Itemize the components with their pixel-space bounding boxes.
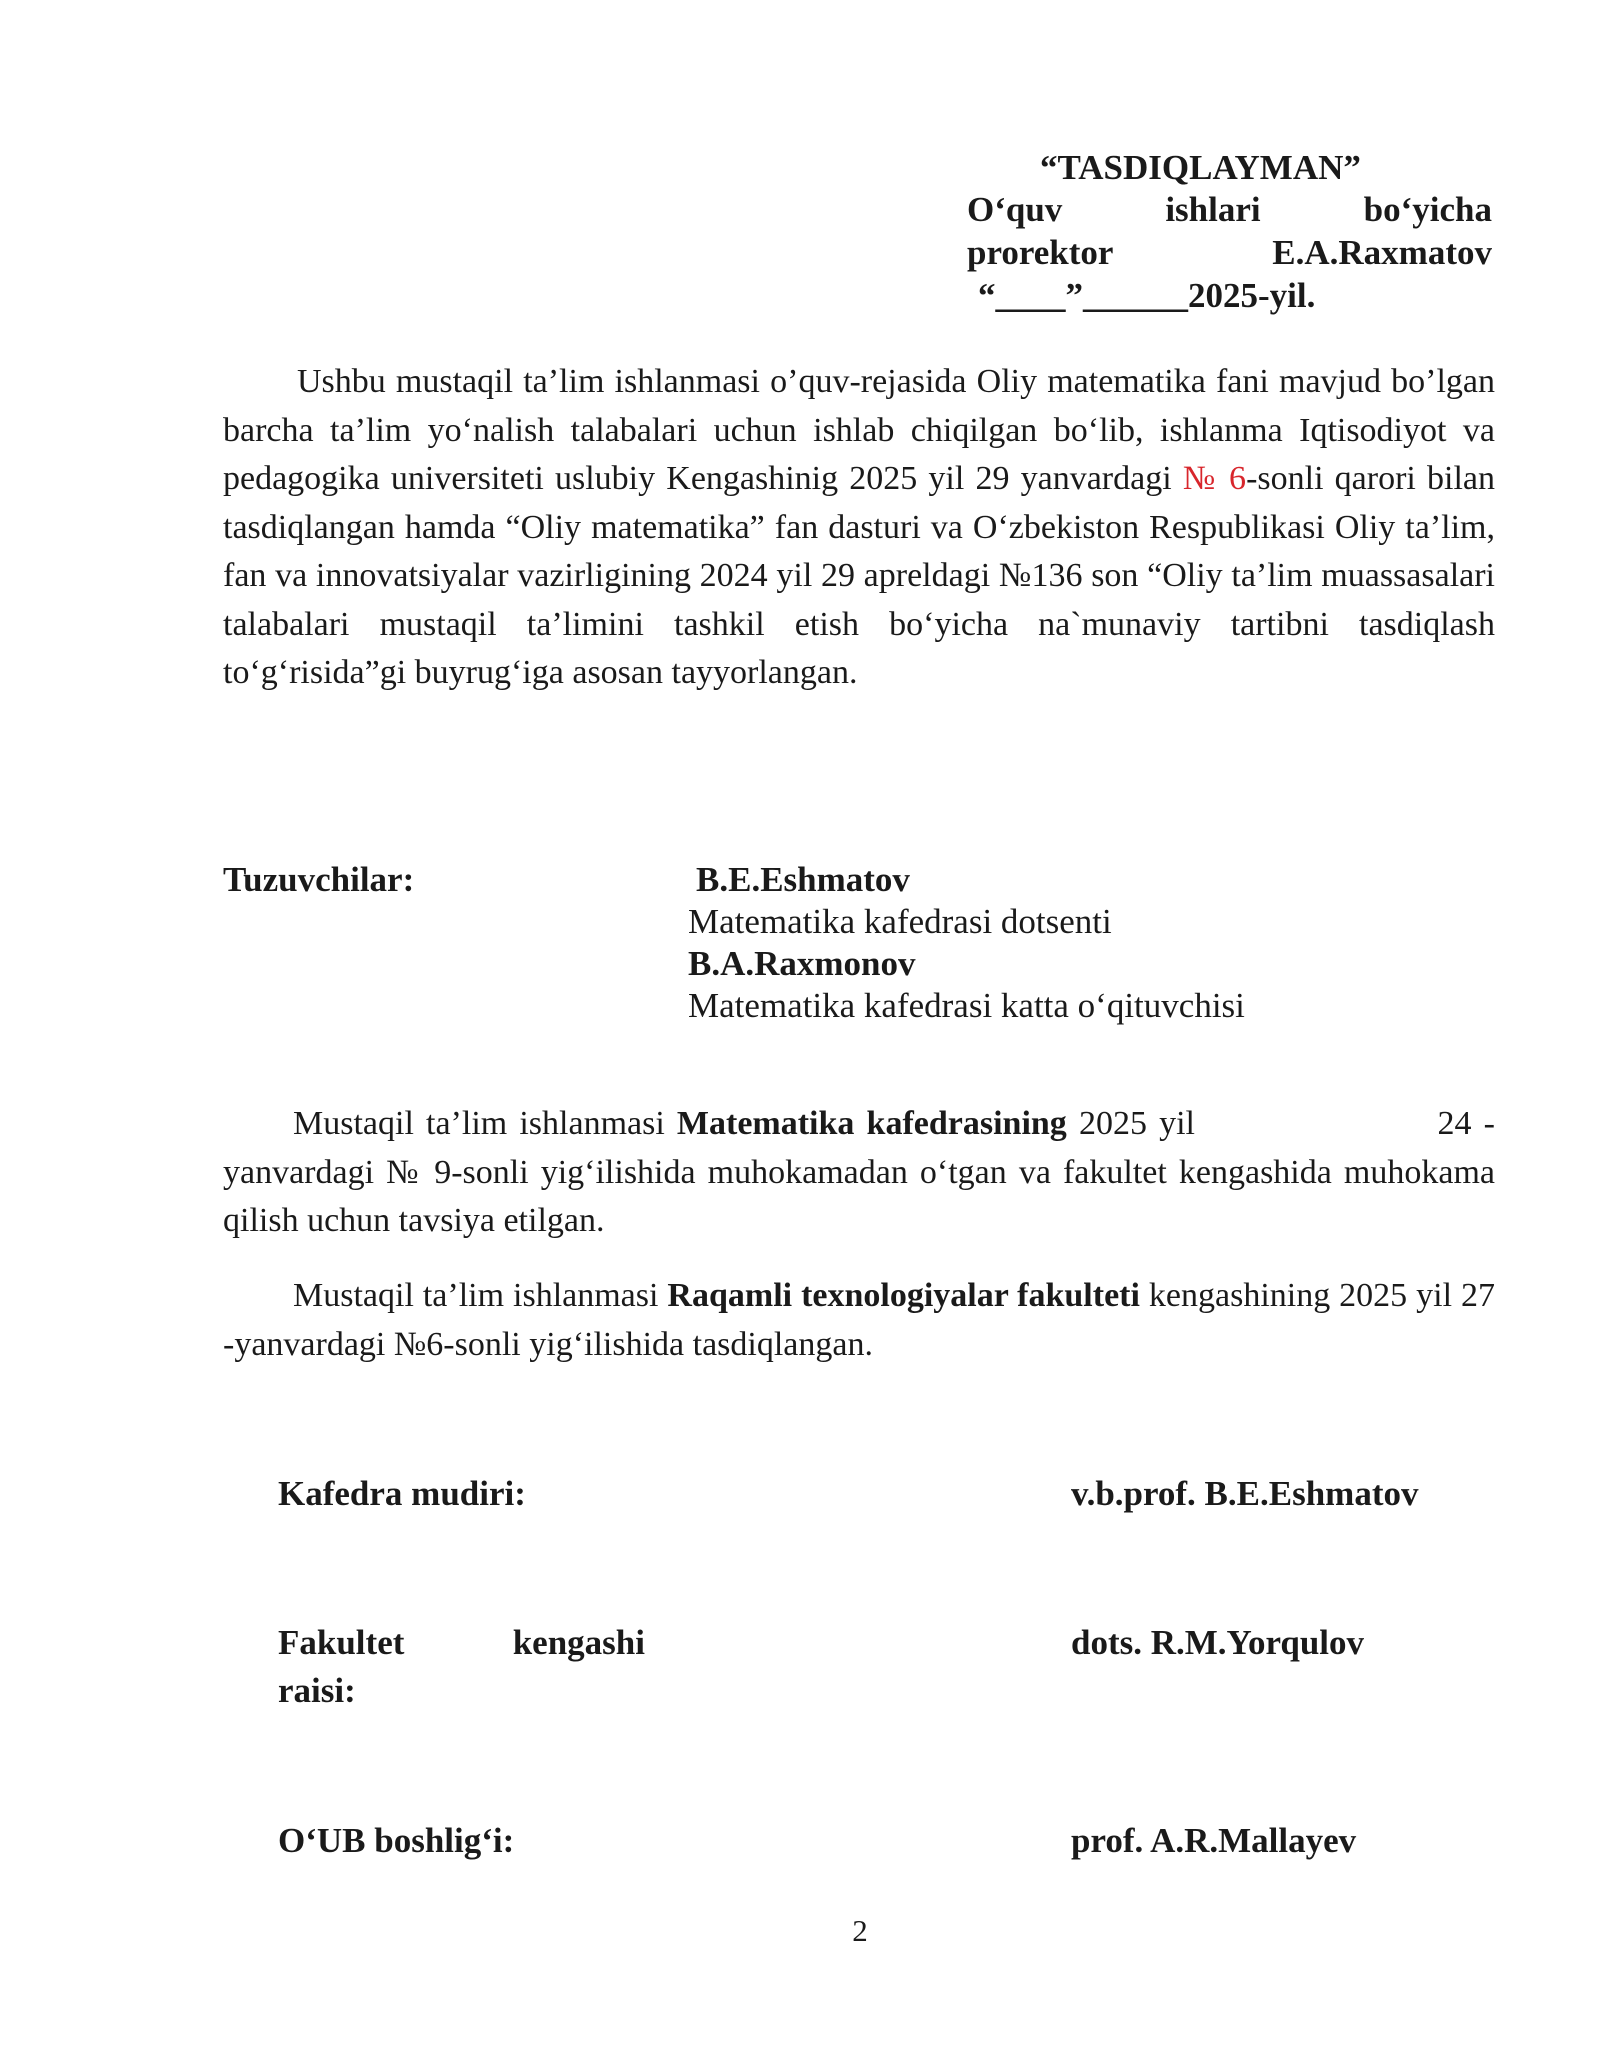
page-number: 2	[852, 1913, 868, 1948]
approval-title: “TASDIQLAYMAN”	[1040, 148, 1361, 187]
approval-date: “____”______2025-yil.	[978, 276, 1316, 315]
signature-label-continuation: raisi:	[278, 1671, 356, 1710]
compiler-name: B.A.Raxmonov	[688, 944, 916, 983]
faculty-bold-name: Raqamli texnologiyalar fakulteti	[667, 1277, 1140, 1314]
approval-signer-line	[967, 233, 1492, 273]
compiler-name: B.E.Eshmatov	[696, 860, 910, 899]
compilers-label: Tuzuvchilar:	[223, 860, 415, 899]
intro-text-before: Ushbu mustaqil ta’lim ishlanmasi o’quv-rejasida Oliy matematika fani mavjud bo’lgan barcha ta’lim yo‘nalish talabalari uchun ishlab chiqilgan bo‘lib, ishlanma Iqtisodiyot va pedagogika universiteti uslubiy Kengashinig 2025 yil 29 yanvardagi	[223, 363, 1495, 497]
faculty-paragraph	[223, 1272, 1495, 1369]
approval-signer-name: E.A.Raxmatov	[1272, 233, 1492, 272]
approval-word: ishlari	[1165, 190, 1261, 229]
signature-name: dots. R.M.Yorqulov	[1071, 1623, 1365, 1662]
dept-bold-name: Matematika kafedrasining	[676, 1105, 1067, 1142]
signature-label: O‘UB boshlig‘i:	[278, 1821, 515, 1860]
faculty-text-after: kengashining 2025 yil 27 -yanvardagi №6-sonli yig‘ilishida tasdiqlangan.	[223, 1277, 1495, 1363]
signature-label	[278, 1623, 645, 1663]
intro-text-after: -sonli qarori bilan tasdiqlangan hamda “Oliy matematika” fan dasturi va O‘zbekiston Respublikasi Oliy ta’lim, fan va innovatsiyalar vazirligining 2024 yil 29 apreldagi №136 son “Oliy ta’lim muassasalari talabalari mustaqil ta’limini tashkil etish bo‘yicha na`munaviy tartibni tasdiqlash to‘g‘risida”gi buyrug‘iga asosan tayyorlangan.	[223, 460, 1495, 691]
dept-text-before: Mustaqil ta’lim ishlanmasi	[293, 1105, 677, 1142]
signature-label: Kafedra mudiri:	[278, 1474, 526, 1513]
approval-word: bo‘yicha	[1363, 190, 1492, 229]
signature-name: v.b.prof. B.E.Eshmatov	[1071, 1474, 1419, 1513]
approval-position-line	[967, 190, 1492, 230]
approval-word: O‘quv	[967, 190, 1063, 229]
signature-label-word: Fakultet	[278, 1623, 405, 1662]
signature-label-word: kengashi	[512, 1623, 645, 1662]
compiler-title: Matematika kafedrasi katta o‘qituvchisi	[688, 986, 1245, 1025]
approval-word: prorektor	[967, 233, 1114, 272]
signature-name: prof. A.R.Mallayev	[1071, 1821, 1357, 1860]
department-paragraph	[223, 1100, 1504, 1246]
faculty-text-before: Mustaqil ta’lim ishlanmasi	[293, 1277, 668, 1314]
compiler-title: Matematika kafedrasi dotsenti	[688, 902, 1112, 941]
dept-text-after: 2025 yil 24 -yanvardagi № 9-sonli yig‘ilishida muhokamadan o‘tgan va fakultet kengashida muhokama qilish uchun tavsiya etilgan.	[223, 1105, 1504, 1239]
decree-number-highlight: № 6	[1182, 460, 1247, 497]
intro-paragraph	[223, 358, 1495, 698]
